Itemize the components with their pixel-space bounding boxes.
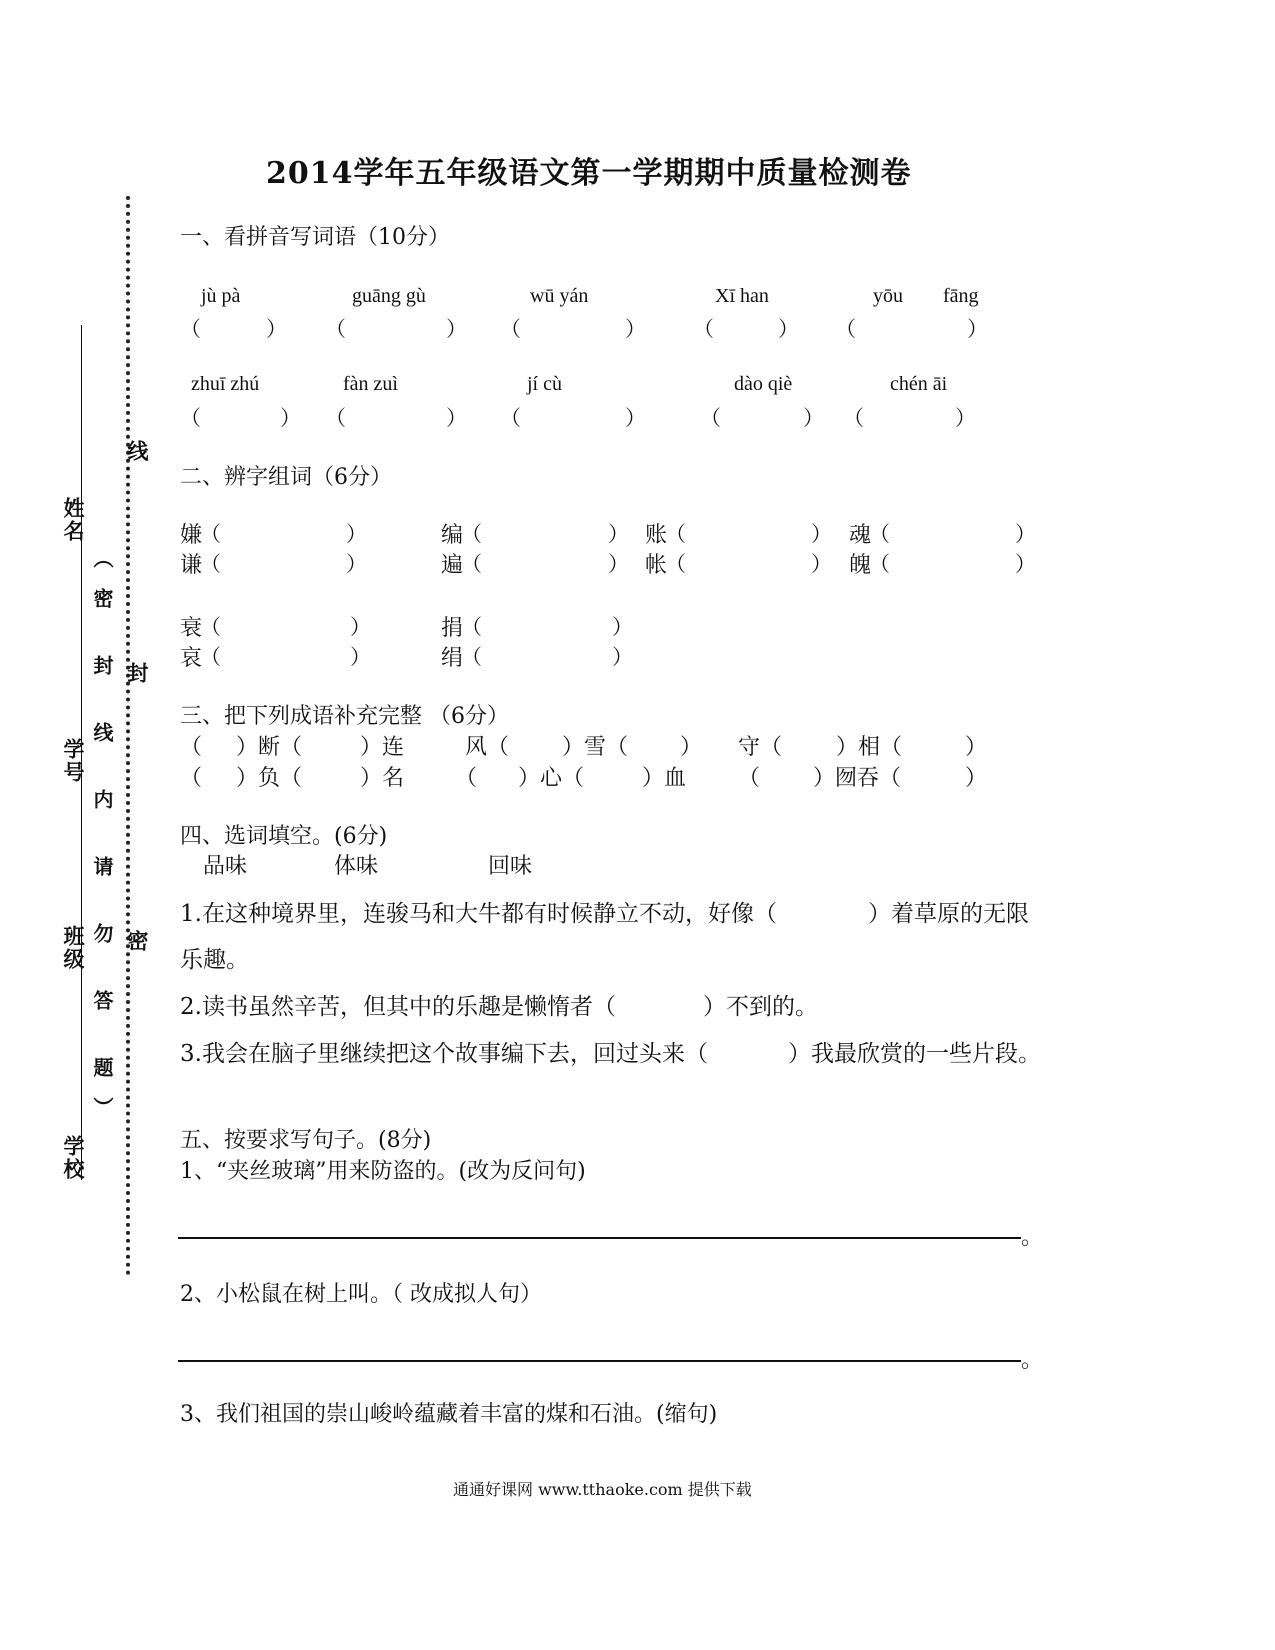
- binding-label-mi: 密: [125, 930, 150, 953]
- idiom-part[interactable]: ）: [680, 735, 703, 760]
- pinyin-10: chén āi: [890, 373, 948, 395]
- idiom-part[interactable]: ）: [965, 766, 988, 791]
- pinyin-6: zhuī zhú: [191, 373, 260, 395]
- idiom-part[interactable]: ）断（: [236, 735, 303, 760]
- char-label: 衰: [180, 616, 203, 641]
- pinyin-9: dào qiè: [734, 373, 793, 395]
- idiom-part[interactable]: ）负（: [236, 766, 303, 791]
- binding-label-xian: 线: [125, 440, 150, 463]
- char-label: 魂: [849, 523, 872, 548]
- idiom-part[interactable]: 守（: [738, 735, 783, 760]
- section3-heading: 三、把下列成语补充完整 （6分）: [180, 704, 509, 729]
- answer-paren-open[interactable]: （: [200, 645, 221, 669]
- idiom-part[interactable]: （: [738, 766, 761, 791]
- answer-paren-close[interactable]: ）: [778, 317, 799, 341]
- char-label: 谦: [180, 553, 203, 578]
- pinyin-3: wū yán: [530, 285, 589, 307]
- pinyin-5a: yōu: [873, 285, 903, 307]
- question-4-2: 2.读书虽然辛苦，但其中的乐趣是懒惰者（: [180, 994, 616, 1020]
- question-5-3: 3、我们祖国的崇山峻岭蕴藏着丰富的煤和石油。(缩句): [180, 1402, 718, 1427]
- pinyin-1: jù pà: [201, 285, 241, 307]
- char-label: 哀: [180, 646, 203, 671]
- answer-paren-open[interactable]: （: [200, 522, 221, 546]
- pinyin-2: guāng gù: [352, 285, 426, 307]
- idiom-part[interactable]: （: [455, 766, 478, 791]
- answer-period: 。: [1021, 1348, 1044, 1373]
- answer-paren-open[interactable]: （: [180, 406, 201, 430]
- idiom-part[interactable]: ）连: [360, 735, 405, 760]
- question-4-1-cont: 乐趣。: [180, 947, 249, 973]
- char-label: 绢: [441, 646, 464, 671]
- answer-paren-close[interactable]: ）: [266, 317, 287, 341]
- answer-paren-open[interactable]: （: [200, 552, 221, 576]
- idiom-part[interactable]: ）名: [360, 766, 405, 791]
- answer-paren-close[interactable]: ）: [612, 615, 633, 639]
- answer-paren-open[interactable]: （: [700, 406, 721, 430]
- answer-paren-open[interactable]: （: [180, 317, 201, 341]
- answer-paren-close[interactable]: ）: [967, 317, 988, 341]
- answer-paren-close[interactable]: ）: [612, 645, 633, 669]
- footer-credit: 通通好课网 www.tthaoke.com 提供下载: [453, 1480, 752, 1499]
- answer-paren-close[interactable]: ）: [446, 317, 467, 341]
- answer-line-5-2[interactable]: [178, 1360, 1021, 1362]
- idiom-part[interactable]: ）雪（: [562, 735, 629, 760]
- answer-paren-close[interactable]: ）: [446, 406, 467, 430]
- answer-paren-open[interactable]: （: [461, 552, 482, 576]
- answer-paren-close[interactable]: ）: [608, 552, 629, 576]
- idiom-part[interactable]: ）心（: [518, 766, 585, 791]
- answer-paren-close[interactable]: ）: [803, 406, 824, 430]
- section5-heading: 五、按要求写句子。(8分): [180, 1128, 432, 1153]
- idiom-part[interactable]: （: [180, 766, 203, 791]
- answer-period: 。: [1021, 1225, 1044, 1250]
- answer-paren-open[interactable]: （: [461, 615, 482, 639]
- answer-paren-close[interactable]: ）: [346, 522, 367, 546]
- idiom-part[interactable]: ）相（: [836, 735, 903, 760]
- school-label: 学校: [61, 1135, 86, 1181]
- section1-heading: 一、看拼音写词语（10分）: [180, 225, 450, 250]
- idiom-part[interactable]: （: [180, 735, 203, 760]
- answer-line-5-1[interactable]: [178, 1237, 1021, 1239]
- answer-paren-open[interactable]: （: [500, 317, 521, 341]
- question-5-1: 1、“夹丝玻璃”用来防盗的。(改为反问句): [180, 1159, 586, 1184]
- answer-paren-close[interactable]: ）: [811, 552, 832, 576]
- page-title: 2014学年五年级语文第一学期期中质量检测卷: [266, 156, 912, 191]
- question-5-2: 2、小松鼠在树上叫。（ 改成拟人句）: [180, 1282, 542, 1307]
- idiom-part[interactable]: ）血: [642, 766, 687, 791]
- pinyin-7: fàn zuì: [343, 373, 398, 395]
- binding-dotted-line: [126, 196, 130, 1276]
- char-label: 账: [645, 523, 668, 548]
- char-label: 魄: [849, 553, 872, 578]
- word-option: 体味: [334, 854, 379, 879]
- answer-paren-open[interactable]: （: [325, 406, 346, 430]
- idiom-part[interactable]: 风（: [465, 735, 510, 760]
- answer-paren-open[interactable]: （: [461, 522, 482, 546]
- answer-paren-open[interactable]: （: [843, 406, 864, 430]
- name-label: 姓名: [61, 497, 86, 543]
- idiom-part[interactable]: ）囫吞（: [813, 766, 902, 791]
- pinyin-4: Xī han: [715, 285, 769, 307]
- answer-paren-close[interactable]: ）: [625, 317, 646, 341]
- answer-paren-close[interactable]: ）: [280, 406, 301, 430]
- answer-paren-open[interactable]: （: [665, 552, 686, 576]
- answer-paren-close[interactable]: ）: [608, 522, 629, 546]
- answer-paren-close[interactable]: ）: [350, 645, 371, 669]
- answer-paren-open[interactable]: （: [693, 317, 714, 341]
- answer-paren-open[interactable]: （: [325, 317, 346, 341]
- answer-paren-open[interactable]: （: [869, 522, 890, 546]
- pinyin-5b: fāng: [943, 285, 979, 307]
- idiom-part[interactable]: ）: [965, 735, 988, 760]
- answer-paren-open[interactable]: （: [500, 406, 521, 430]
- answer-paren-close[interactable]: ）: [811, 522, 832, 546]
- char-label: 编: [441, 523, 464, 548]
- section2-heading: 二、辨字组词（6分）: [180, 465, 392, 490]
- answer-paren-close[interactable]: ）: [955, 406, 976, 430]
- word-option: 回味: [488, 854, 533, 879]
- answer-paren-close[interactable]: ）: [346, 552, 367, 576]
- answer-paren-open[interactable]: （: [200, 615, 221, 639]
- class-label: 班级: [61, 925, 86, 971]
- question-4-1-end: ）着草原的无限: [868, 901, 1029, 927]
- answer-paren-open[interactable]: （: [869, 552, 890, 576]
- student-number-label: 学号: [61, 738, 86, 784]
- char-label: 捐: [441, 616, 464, 641]
- question-4-2-end: ）不到的。: [703, 994, 818, 1020]
- question-4-3: 3.我会在脑子里继续把这个故事编下去，回过头来（: [180, 1041, 708, 1067]
- answer-paren-close[interactable]: ）: [350, 615, 371, 639]
- answer-paren-open[interactable]: （: [461, 645, 482, 669]
- word-option: 品味: [203, 854, 248, 879]
- answer-paren-close[interactable]: ）: [1015, 522, 1036, 546]
- answer-paren-open[interactable]: （: [835, 317, 856, 341]
- binding-label-feng: 封: [125, 662, 150, 685]
- answer-paren-close[interactable]: ）: [625, 406, 646, 430]
- binding-instruction: （密 封 线 内 请 勿 答 题）: [90, 548, 114, 1137]
- char-label: 嫌: [180, 523, 203, 548]
- answer-paren-open[interactable]: （: [665, 522, 686, 546]
- answer-paren-close[interactable]: ）: [1015, 552, 1036, 576]
- section4-heading: 四、选词填空。(6分): [180, 824, 388, 849]
- char-label: 帐: [645, 553, 668, 578]
- char-label: 遍: [441, 553, 464, 578]
- question-4-3-end: ）我最欣赏的一些片段。: [788, 1041, 1041, 1067]
- question-4-1: 1.在这种境界里，连骏马和大牛都有时候静立不动，好像（: [180, 901, 777, 927]
- pinyin-8: jí cù: [527, 373, 562, 395]
